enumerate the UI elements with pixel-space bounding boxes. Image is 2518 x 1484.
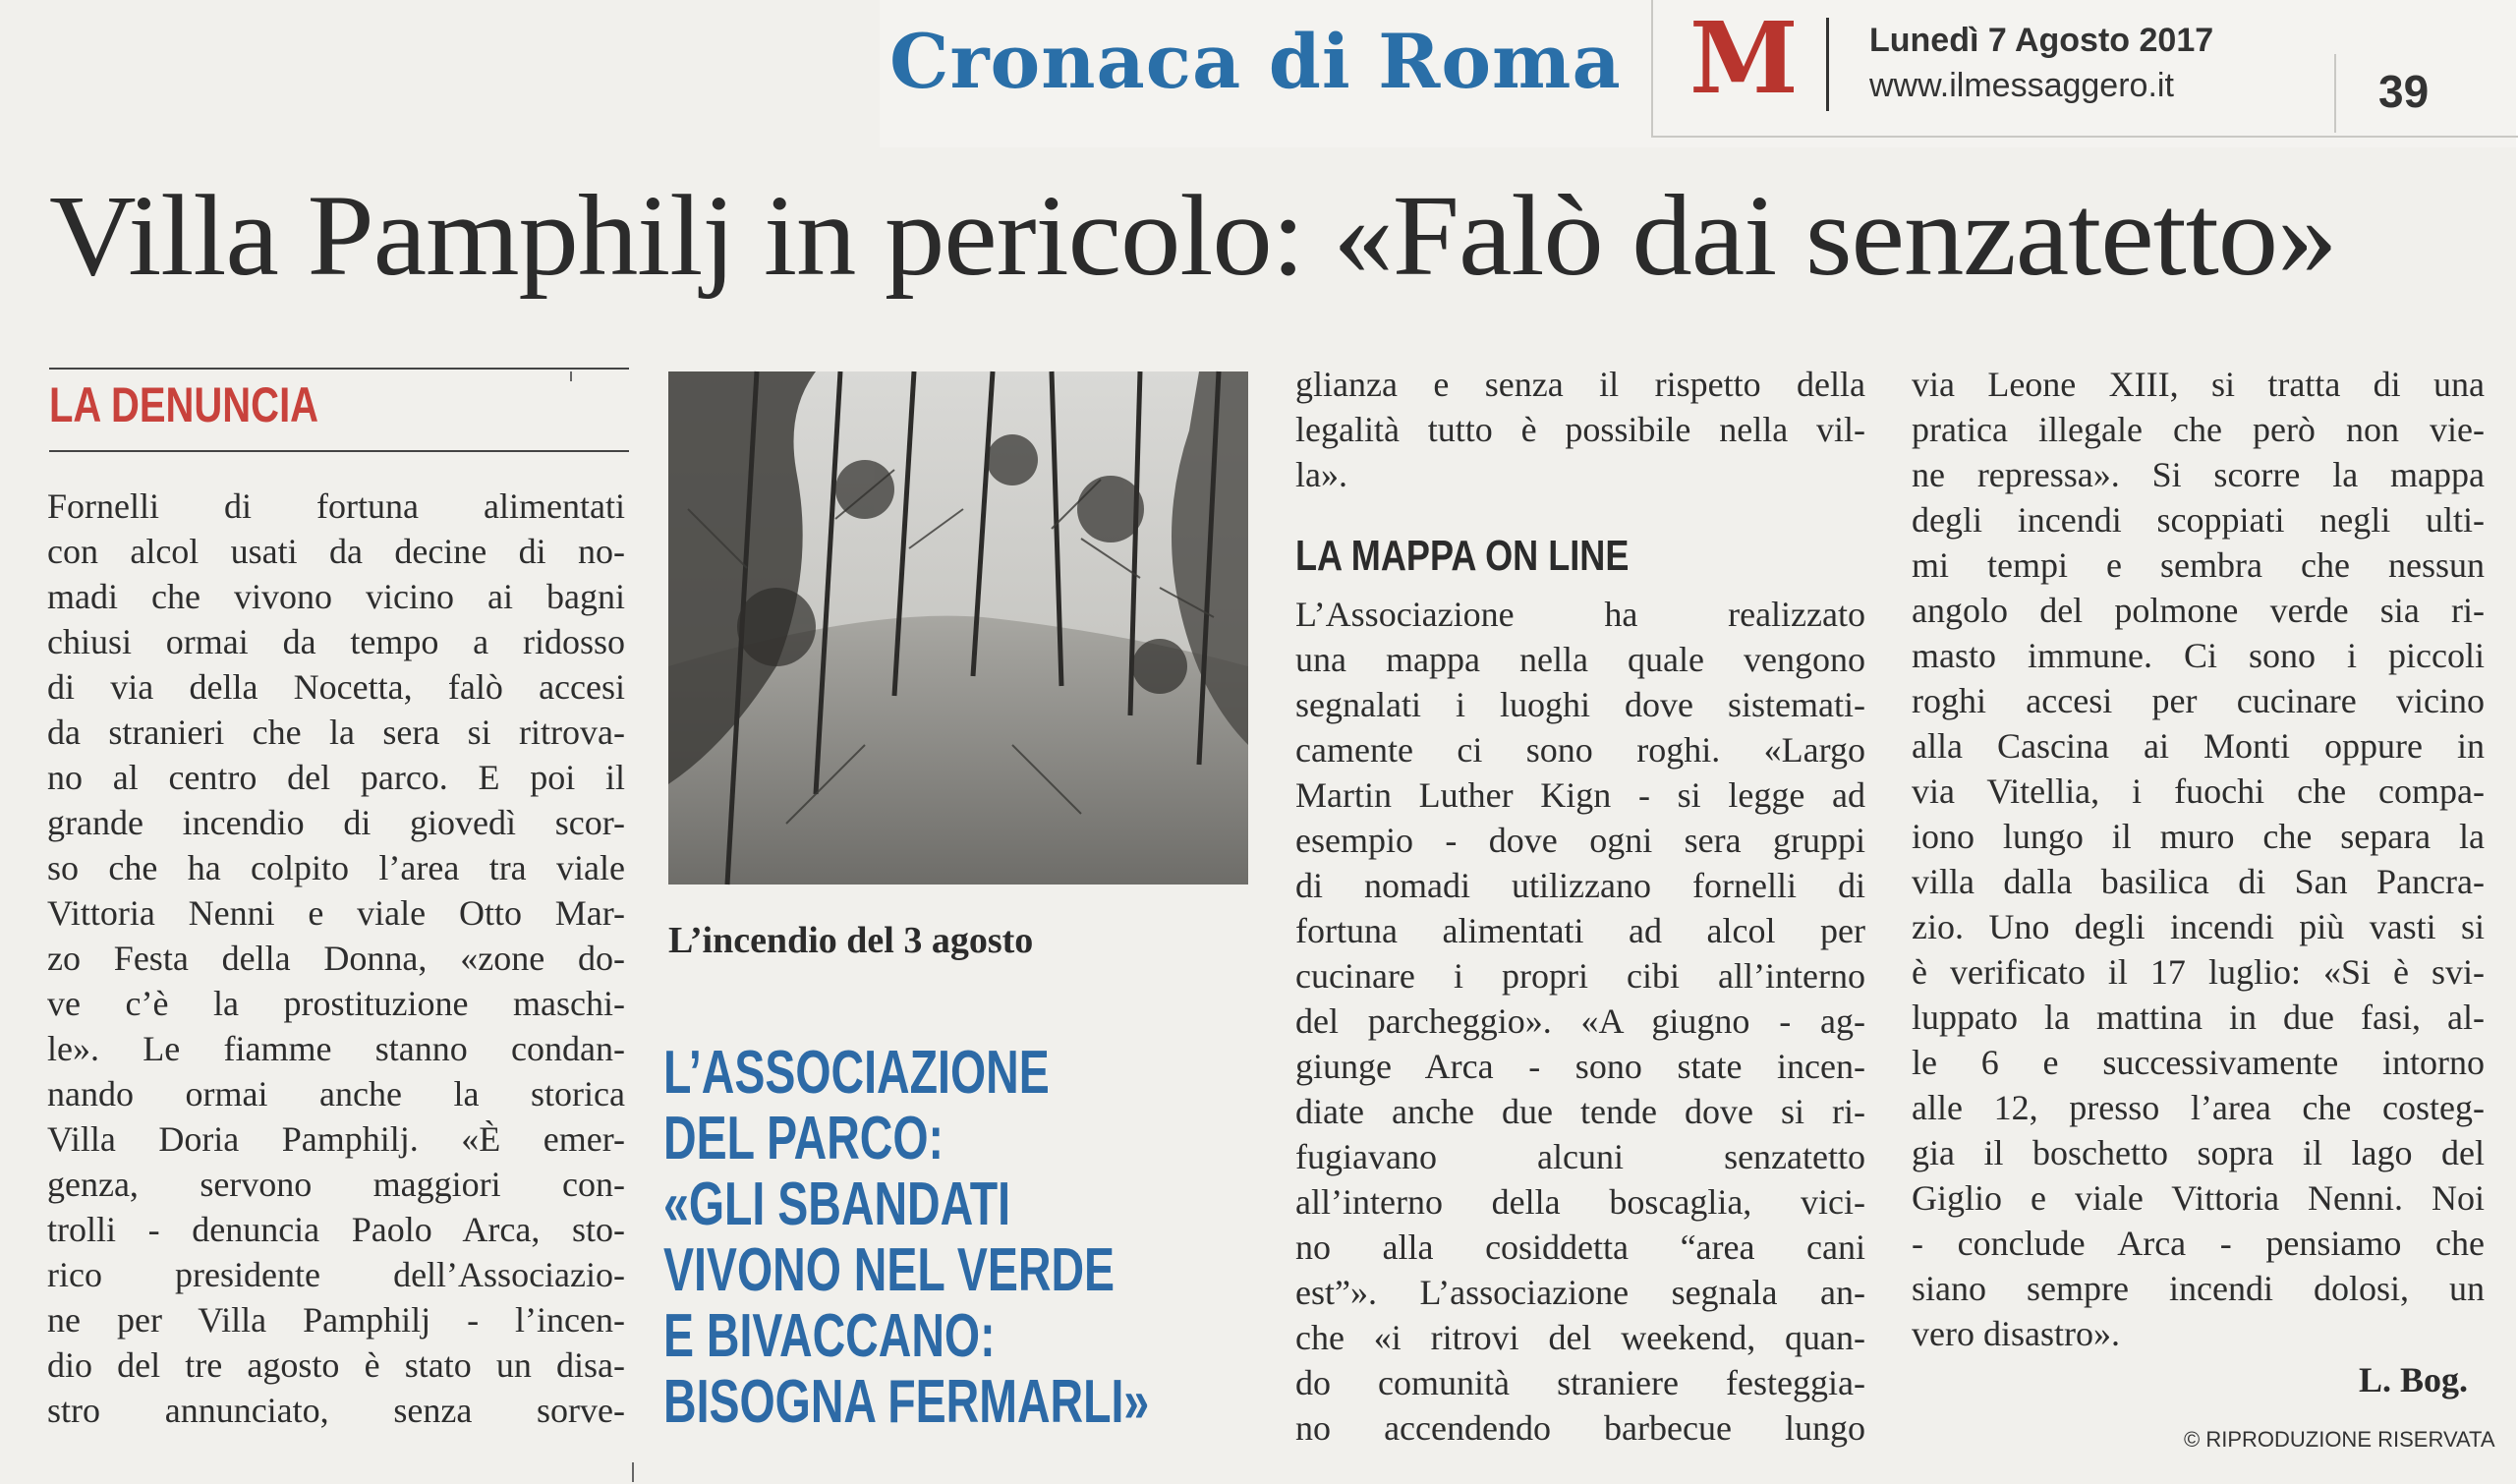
fire-photo [668, 371, 1248, 885]
text-line: grande incendio di giovedì scor- [47, 803, 625, 842]
logo-letter: M [1689, 0, 1799, 116]
text-line: mi tempi e sembra che nessun [1912, 545, 2485, 585]
section-title: Cronaca di Roma [889, 18, 1622, 105]
text-line: masto immune. Ci sono i piccoli [1912, 636, 2485, 675]
text-line: luppato la mattina in due fasi, al- [1912, 998, 2485, 1037]
kicker-rule-bottom [49, 450, 629, 452]
text-line: glianza e senza il rispetto della [1295, 365, 1865, 404]
text-line: dio del tre agosto è stato un disa- [47, 1345, 625, 1385]
text-line: angolo del polmone verde sia ri- [1912, 591, 2485, 630]
page-number: 39 [2378, 66, 2430, 117]
text-line: le 6 e successivamente intorno [1912, 1043, 2485, 1082]
text-line: cucinare i propri cibi all’interno [1295, 956, 1865, 996]
text-line: Fornelli di fortuna alimentati [47, 486, 625, 526]
text-line: ve c’è la prostituzione maschi- [47, 984, 625, 1023]
tick-mark [632, 1462, 634, 1482]
header-divider [1826, 18, 1829, 111]
text-line: zio. Uno degli incendi più vasti si [1912, 907, 2485, 946]
text-line: degli incendi scoppiati negli ulti- [1912, 500, 2485, 540]
text-line: via Leone XIII, si tratta di una [1912, 365, 2485, 404]
pull-quote-line: «GLI SBANDATI [663, 1170, 1011, 1238]
text-line: le». Le fiamme stanno condan- [47, 1029, 625, 1068]
text-line: la». [1295, 455, 1347, 494]
pull-quote-line: BISOGNA FERMARLI» [663, 1368, 1150, 1436]
text-line: ne repressa». Si scorre la mappa [1912, 455, 2485, 494]
text-line: genza, servono maggiori con- [47, 1165, 625, 1204]
pull-quote [663, 1040, 1149, 1435]
text-line: alla Cascina ai Monti oppure in [1912, 726, 2485, 766]
tick-mark [570, 371, 572, 381]
text-line: no accendendo barbecue lungo [1295, 1408, 1865, 1448]
subhead-mappa: LA MAPPA ON LINE [1295, 532, 1630, 580]
text-line: L’Associazione ha realizzato [1295, 595, 1865, 634]
issue-date: Lunedì 7 Agosto 2017 [1869, 22, 2214, 59]
text-line: che «i ritrovi del weekend, quan- [1295, 1318, 1865, 1357]
text-line: - conclude Arca - pensiamo che [1912, 1224, 2485, 1263]
text-line: fortuna alimentati ad alcol per [1295, 911, 1865, 950]
text-line: da stranieri che la sera si ritrova- [47, 713, 625, 752]
text-line: è verificato il 17 luglio: «Si è svi- [1912, 952, 2485, 992]
text-line: Giglio e viale Vittoria Nenni. Noi [1912, 1178, 2485, 1218]
newspaper-logo [1686, 0, 1799, 116]
kicker: LA DENUNCIA [49, 377, 319, 432]
text-line: Vittoria Nenni e viale Otto Mar- [47, 893, 625, 933]
byline: L. Bog. [2359, 1360, 2469, 1399]
text-line: vero disastro». [1912, 1314, 2120, 1353]
text-line: villa dalla basilica di San Pancra- [1912, 862, 2485, 901]
text-line: est”». L’associazione segnala an- [1295, 1273, 1865, 1312]
text-line: alle 12, presso l’area che costeg- [1912, 1088, 2485, 1127]
kicker-rule-top [49, 368, 629, 370]
text-line: nando ormai anche la storica [47, 1074, 625, 1113]
pull-quote-line: DEL PARCO: [663, 1105, 944, 1172]
text-line: no alla cosiddetta “area cani [1295, 1227, 1865, 1267]
text-line: del parcheggio». «A giugno - ag- [1295, 1001, 1865, 1041]
text-line: roghi accesi per cucinare vicino [1912, 681, 2485, 720]
column-3 [1295, 592, 1865, 1451]
text-line: zo Festa della Donna, «zone do- [47, 939, 625, 978]
pull-quote-line: E BIVACCANO: [663, 1302, 996, 1370]
text-line: camente ci sono roghi. «Largo [1295, 730, 1865, 770]
text-line: fugiavano alcuni senzatetto [1295, 1137, 1865, 1176]
text-line: siano sempre incendi dolosi, un [1912, 1269, 2485, 1308]
text-line: trolli - denuncia Paolo Arca, sto- [47, 1210, 625, 1249]
text-line: rico presidente dell’Associazio- [47, 1255, 625, 1294]
text-line: ne per Villa Pamphilj - l’incen- [47, 1300, 625, 1340]
text-line: no al centro del parco. E poi il [47, 758, 625, 797]
text-line: giunge Arca - sono state incen- [1295, 1047, 1865, 1086]
text-line: via Vitellia, i fuochi che compa- [1912, 771, 2485, 811]
website: www.ilmessaggero.it [1869, 67, 2174, 104]
text-line: pratica illegale che però non vie- [1912, 410, 2485, 449]
column-4 [1912, 362, 2485, 1356]
text-line: di nomadi utilizzano fornelli di [1295, 866, 1865, 905]
text-line: di via della Nocetta, falò accesi [47, 667, 625, 707]
text-line: esempio - dove ogni sera gruppi [1295, 821, 1865, 860]
text-line: con alcol usati da decine di no- [47, 532, 625, 571]
photo-caption: L’incendio del 3 agosto [668, 920, 1034, 961]
headline: Villa Pamphilj in pericolo: «Falò dai senzatetto» [49, 171, 2337, 300]
text-line: madi che vivono vicino ai bagni [47, 577, 625, 616]
text-line: so che ha colpito l’area tra viale [47, 848, 625, 887]
text-line: Martin Luther Kign - si legge ad [1295, 775, 1865, 815]
text-line: legalità tutto è possibile nella vil- [1295, 410, 1865, 449]
text-line: segnalati i luoghi dove sistemati- [1295, 685, 1865, 724]
column-1 [47, 484, 625, 1433]
text-line: chiusi ormai da tempo a ridosso [47, 622, 625, 661]
text-line: all’interno della boscaglia, vici- [1295, 1182, 1865, 1222]
text-line: Villa Doria Pamphilj. «È emer- [47, 1119, 625, 1159]
text-line: una mappa nella quale vengono [1295, 640, 1865, 679]
text-line: iono lungo il muro che separa la [1912, 817, 2485, 856]
text-line: stro annunciato, senza sorve- [47, 1391, 625, 1430]
text-line: do comunità straniere festeggia- [1295, 1363, 1865, 1402]
pull-quote-line: VIVONO NEL VERDE [663, 1236, 1116, 1304]
pull-quote-line: L’ASSOCIAZIONE [663, 1039, 1050, 1107]
text-line: diate anche due tende dove si ri- [1295, 1092, 1865, 1131]
copyright-notice: © RIPRODUZIONE RISERVATA [2184, 1427, 2495, 1452]
column-3-top [1295, 362, 1865, 497]
text-line: gia il boschetto sopra il lago del [1912, 1133, 2485, 1172]
